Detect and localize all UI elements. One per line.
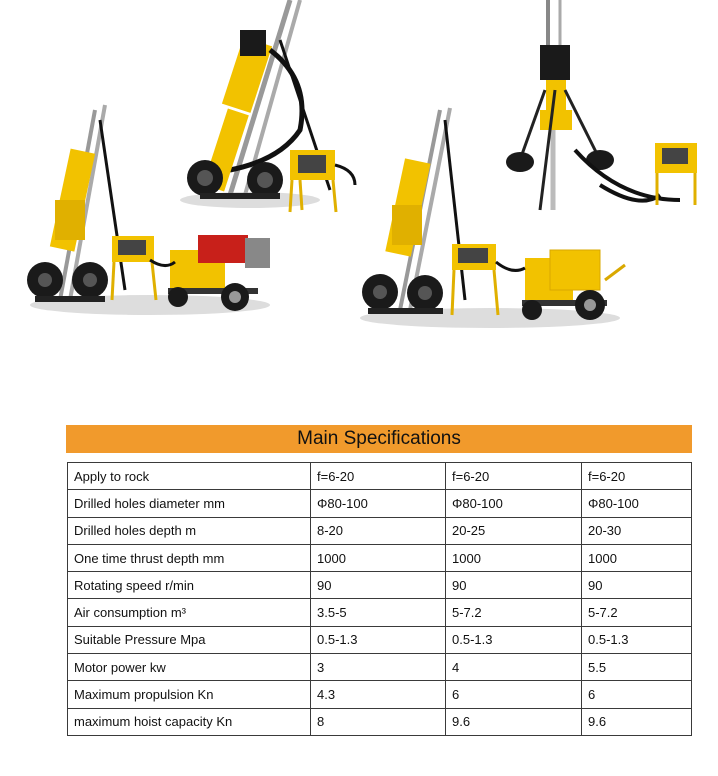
spec-label: maximum hoist capacity Kn [68,708,311,735]
spec-value: 90 [446,572,582,599]
spec-label: One time thrust depth mm [68,544,311,571]
spec-value: f=6-20 [311,463,446,490]
table-row [68,490,692,517]
spec-value: 0.5-1.3 [582,626,692,653]
spec-value: 4 [446,654,582,681]
spec-value: 5-7.2 [582,599,692,626]
spec-value: Φ80-100 [582,490,692,517]
specifications-banner [66,425,692,453]
drill-rig-photo-b [506,0,697,210]
spec-label: Drilled holes diameter mm [68,490,311,517]
table-row [68,517,692,544]
table-row [68,654,692,681]
spec-label: Apply to rock [68,463,311,490]
specifications-table [67,462,692,736]
spec-value: 3 [311,654,446,681]
spec-value: f=6-20 [446,463,582,490]
spec-value: 9.6 [582,708,692,735]
spec-value: 0.5-1.3 [446,626,582,653]
spec-value: 6 [446,681,582,708]
spec-value: 8 [311,708,446,735]
spec-label: Suitable Pressure Mpa [68,626,311,653]
drill-rig-photo-a [180,0,355,212]
spec-label: Rotating speed r/min [68,572,311,599]
spec-label: Air consumption m³ [68,599,311,626]
spec-value: 4.3 [311,681,446,708]
spec-value: 5.5 [582,654,692,681]
specifications-title: Main Specifications [297,428,461,449]
spec-value: 0.5-1.3 [311,626,446,653]
spec-label: Drilled holes depth m [68,517,311,544]
spec-label: Motor power kw [68,654,311,681]
spec-value: 9.6 [446,708,582,735]
spec-value: 1000 [311,544,446,571]
table-row [68,463,692,490]
table-row [68,599,692,626]
spec-value: Φ80-100 [446,490,582,517]
spec-value: 1000 [446,544,582,571]
table-row [68,708,692,735]
spec-value: 1000 [582,544,692,571]
spec-value: 90 [582,572,692,599]
table-row [68,572,692,599]
spec-value: Φ80-100 [311,490,446,517]
table-row [68,626,692,653]
spec-label: Maximum propulsion Kn [68,681,311,708]
spec-value: 8-20 [311,517,446,544]
spec-value: f=6-20 [582,463,692,490]
drill-rig-photo-d [360,108,625,328]
spec-value: 20-30 [582,517,692,544]
spec-value: 5-7.2 [446,599,582,626]
spec-value: 6 [582,681,692,708]
spec-value: 3.5-5 [311,599,446,626]
spec-value: 90 [311,572,446,599]
spec-value: 20-25 [446,517,582,544]
table-row [68,681,692,708]
table-row [68,544,692,571]
